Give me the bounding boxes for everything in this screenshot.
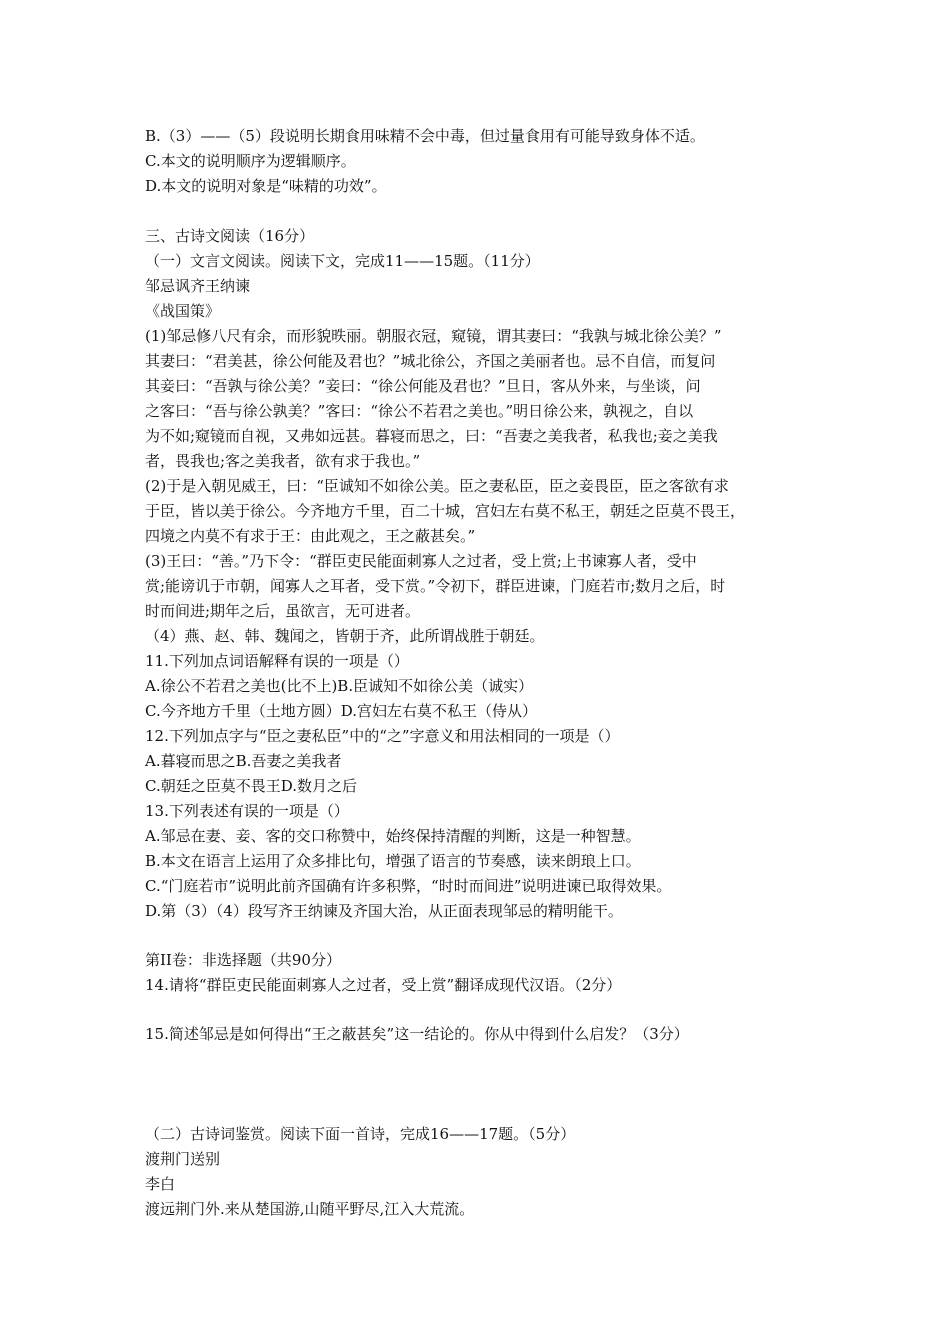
paragraph-1-line: 其妻曰：“君美甚，徐公何能及君也？”城北徐公，齐国之美丽者也。忌不自信，而复问	[145, 352, 716, 370]
question-13-option-a: A.邹忌在妻、妾、客的交口称赞中，始终保持清醒的判断，这是一种智慧。	[145, 827, 641, 845]
question-13: 13.下列表述有误的一项是（）	[145, 802, 349, 820]
paragraph-1-line: 之客曰：“吾与徐公孰美？”客曰：“徐公不若君之美也。”明日徐公来，孰视之，自以	[145, 402, 694, 420]
question-12-options: A.暮寝而思之B.吾妻之美我者	[145, 752, 342, 770]
poem-title: 渡荆门送别	[145, 1150, 221, 1168]
question-11: 11.下列加点词语解释有误的一项是（）	[145, 652, 409, 670]
section-heading: 三、古诗文阅读（16分）	[145, 227, 315, 245]
question-15: 15.简述邹忌是如何得出“王之蔽甚矣”这一结论的。你从中得到什么启发？（3分）	[145, 1025, 689, 1043]
question-14: 14.请将“群臣吏民能面刺寡人之过者，受上赏”翻译成现代汉语。（2分）	[145, 976, 622, 994]
paragraph-1-line: 为不如;窥镜而自视，又弗如远甚。暮寝而思之，曰：“吾妻之美我者，私我也;妾之美我	[145, 427, 718, 445]
question-13-option-b: B.本文在语言上运用了众多排比句，增强了语言的节奏感，读来朗琅上口。	[145, 852, 641, 870]
paragraph-4-line: （4）燕、赵、韩、魏闻之，皆朝于齐，此所谓战胜于朝廷。	[145, 627, 545, 645]
subsection-heading: （一）文言文阅读。阅读下文，完成11——15题。（11分）	[145, 252, 540, 270]
question-13-option-c: C.“门庭若市”说明此前齐国确有许多积弊，“时时而间进”说明进谏已取得效果。	[145, 877, 672, 895]
paragraph-3-line: (3)王曰：“善。”乃下令：“群臣吏民能面刺寡人之过者，受上赏;上书谏寡人者，受中	[145, 552, 697, 570]
poem-line: 渡远荆门外.来从楚国游,山随平野尽,江入大荒流。	[145, 1200, 475, 1218]
paragraph-1-line: 其妾曰：“吾孰与徐公美？”妾曰：“徐公何能及君也？”旦日，客从外来，与坐谈，问	[145, 377, 701, 395]
text-source: 《战国策》	[145, 302, 221, 320]
text-title: 邹忌讽齐王纳谏	[145, 277, 251, 295]
question-12: 12.下列加点字与“臣之妻私臣”中的“之”字意义和用法相同的一项是（）	[145, 727, 620, 745]
paragraph-2-line: (2)于是入朝见威王，曰：“臣诚知不如徐公美。臣之妻私臣，臣之妾畏臣，臣之客欲有求	[145, 477, 729, 495]
option-c-prev: C.本文的说明顺序为逻辑顺序。	[145, 152, 356, 170]
paragraph-3-line: 赏;能谤讥于市朝，闻寡人之耳者，受下赏。”令初下，群臣进谏，门庭若市;数月之后，时	[145, 577, 726, 595]
part2-heading: 第II卷：非选择题（共90分）	[145, 951, 341, 969]
question-11-options: C.今齐地方千里（土地方圆）D.宫妇左右莫不私王（侍从）	[145, 702, 537, 720]
paragraph-2-line: 四境之内莫不有求于王：由此观之，王之蔽甚矣。”	[145, 527, 476, 545]
option-b-prev: B.（3）——（5）段说明长期食用味精不会中毒，但过量食用有可能导致身体不适。	[145, 127, 705, 145]
question-13-option-d: D.第（3）（4）段写齐王纳谏及齐国大治，从正面表现邹忌的精明能干。	[145, 902, 623, 920]
paragraph-1-line: (1)邹忌修八尺有余，而形貌昳丽。朝服衣冠，窥镜，谓其妻曰：“我孰与城北徐公美？”	[145, 327, 722, 345]
paragraph-2-line: 于臣，皆以美于徐公。今齐地方千里，百二十城，宫妇左右莫不私王，朝廷之臣莫不畏王，	[145, 502, 746, 520]
paragraph-1-line: 者，畏我也;客之美我者，欲有求于我也。”	[145, 452, 421, 470]
poem-author: 李白	[145, 1175, 176, 1193]
question-12-options: C.朝廷之臣莫不畏王D.数月之后	[145, 777, 357, 795]
question-11-options: A.徐公不若君之美也(比不上)B.臣诚知不如徐公美（诚实）	[145, 677, 534, 695]
option-d-prev: D.本文的说明对象是“味精的功效”。	[145, 177, 387, 195]
subsection-2-heading: （二）古诗词鉴赏。阅读下面一首诗，完成16——17题。（5分）	[145, 1125, 576, 1143]
paragraph-3-line: 时而间进;期年之后，虽欲言，无可进者。	[145, 602, 421, 620]
